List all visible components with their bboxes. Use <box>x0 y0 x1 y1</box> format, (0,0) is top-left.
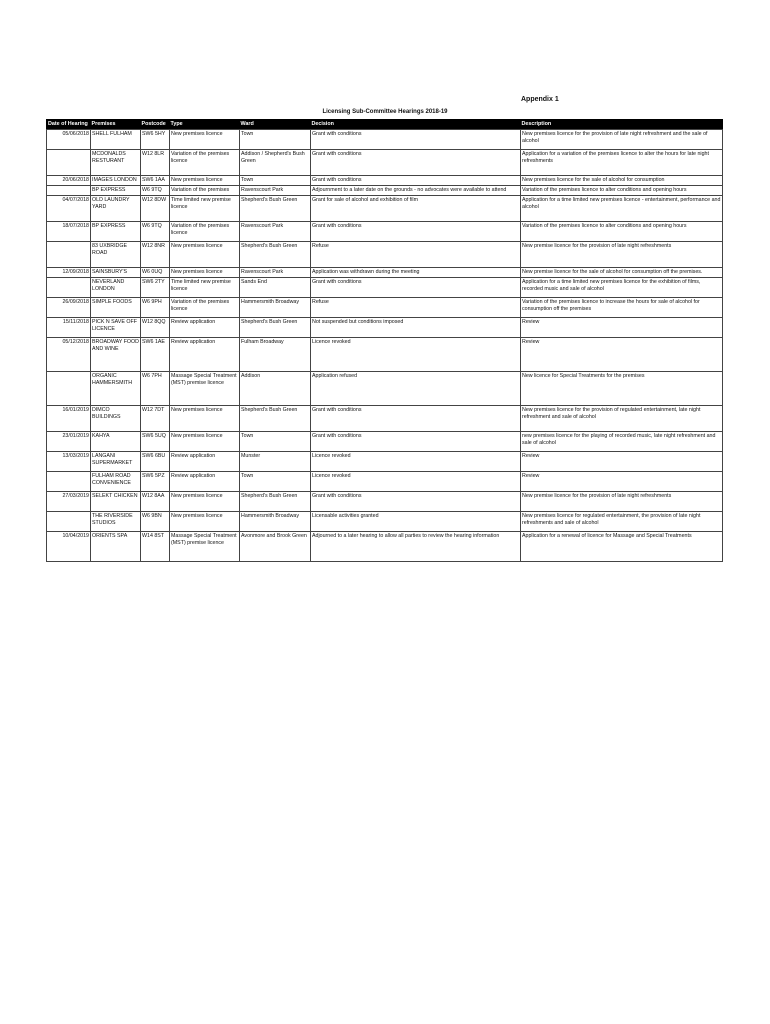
cell-postcode: W6 9PH <box>141 298 170 318</box>
cell-decision: Grant with conditions <box>311 130 521 150</box>
cell-premises: THE RIVERSIDE STUDIOS <box>91 512 141 532</box>
cell-ward: Shepherd's Bush Green <box>240 318 311 338</box>
cell-date <box>47 512 91 532</box>
cell-description: Review <box>521 472 723 492</box>
cell-description: New licence for Special Treatments for the premises <box>521 372 723 406</box>
cell-date <box>47 278 91 298</box>
cell-decision: Adjourned to a later hearing to allow all parties to review the hearing information <box>311 532 521 562</box>
cell-postcode: SW6 2TY <box>141 278 170 298</box>
cell-description: Variation of the premises licence to alter conditions and opening hours <box>521 186 723 196</box>
cell-date <box>47 186 91 196</box>
cell-decision: Refuse <box>311 242 521 268</box>
cell-ward: Sands End <box>240 278 311 298</box>
column-header-postcode: Postcode <box>141 120 170 130</box>
table-row <box>47 298 723 318</box>
cell-postcode: W6 9TQ <box>141 222 170 242</box>
table-row <box>47 318 723 338</box>
cell-postcode: W6 7PH <box>141 372 170 406</box>
cell-description: Variation of the premises licence to alter conditions and opening hours <box>521 222 723 242</box>
table-row <box>47 372 723 406</box>
cell-type: New premises licence <box>170 432 240 452</box>
table-row <box>47 242 723 268</box>
cell-decision: Licensable activities granted <box>311 512 521 532</box>
cell-postcode: W12 8NR <box>141 242 170 268</box>
cell-ward: Shepherd's Bush Green <box>240 242 311 268</box>
table-row <box>47 532 723 562</box>
cell-date: 23/01/2019 <box>47 432 91 452</box>
cell-decision: Licence revoked <box>311 452 521 472</box>
cell-type: Variation of the premises licence <box>170 222 240 242</box>
table-row <box>47 432 723 452</box>
cell-postcode: SW6 6BU <box>141 452 170 472</box>
cell-premises: ORIENTS SPA <box>91 532 141 562</box>
table-row <box>47 222 723 242</box>
column-header-description: Description <box>521 120 723 130</box>
cell-description: New premises licence for the sale of alcohol for consumption <box>521 176 723 186</box>
cell-date <box>47 242 91 268</box>
cell-premises: DIMCO BUILDINGS <box>91 406 141 432</box>
cell-date: 05/12/2018 <box>47 338 91 372</box>
table-row <box>47 186 723 196</box>
cell-type: Time limited new premise licence <box>170 196 240 222</box>
cell-premises: ORGANIC HAMMERSMITH <box>91 372 141 406</box>
cell-postcode: SW6 1AE <box>141 338 170 372</box>
cell-date: 12/09/2018 <box>47 268 91 278</box>
cell-decision: Application refused <box>311 372 521 406</box>
cell-premises: PICK N SAVE OFF LICENCE <box>91 318 141 338</box>
cell-decision: Grant with conditions <box>311 176 521 186</box>
cell-type: Time limited new premise licence <box>170 278 240 298</box>
cell-premises: SAINSBURY'S <box>91 268 141 278</box>
cell-postcode: W12 8QQ <box>141 318 170 338</box>
cell-premises: NEVERLAND LONDON <box>91 278 141 298</box>
cell-description: New premise licence for the provision of late night refreshments <box>521 242 723 268</box>
table-body <box>47 130 723 562</box>
cell-ward: Hammersmith Broadway <box>240 512 311 532</box>
cell-ward: Munster <box>240 452 311 472</box>
cell-ward: Town <box>240 432 311 452</box>
cell-description: Application for a time limited new premises licence for the exhibition of films, recorded music and sale of alcohol <box>521 278 723 298</box>
cell-ward: Town <box>240 130 311 150</box>
cell-postcode: W12 8AA <box>141 492 170 512</box>
cell-type: Variation of the premises licence <box>170 150 240 176</box>
table-row <box>47 492 723 512</box>
cell-premises: FULHAM ROAD CONVENIENCE <box>91 472 141 492</box>
cell-ward: Ravenscourt Park <box>240 268 311 278</box>
cell-type: Review application <box>170 338 240 372</box>
hearings-table <box>46 119 723 562</box>
cell-type: Massage Special Treatment (MST) premise licence <box>170 372 240 406</box>
cell-ward: Ravenscourt Park <box>240 222 311 242</box>
document-title: Licensing Sub-Committee Hearings 2018-19 <box>322 109 448 115</box>
appendix-label: Appendix 1 <box>521 96 559 103</box>
cell-type: Variation of the premises licence <box>170 298 240 318</box>
table-row <box>47 278 723 298</box>
cell-type: New premises licence <box>170 492 240 512</box>
cell-type: New premises licence <box>170 512 240 532</box>
cell-postcode: W12 8LR <box>141 150 170 176</box>
cell-date: 10/04/2019 <box>47 532 91 562</box>
cell-decision: Grant with conditions <box>311 278 521 298</box>
cell-premises: SIMPLE FOODS <box>91 298 141 318</box>
table-row <box>47 406 723 432</box>
cell-date: 20/06/2018 <box>47 176 91 186</box>
cell-decision: Grant with conditions <box>311 492 521 512</box>
cell-postcode: W14 8ST <box>141 532 170 562</box>
table-row <box>47 268 723 278</box>
table-row <box>47 472 723 492</box>
cell-premises: IMAGES LONDON <box>91 176 141 186</box>
cell-description: Variation of the premises licence to increase the hours for sale of alcohol for consumption off the premises <box>521 298 723 318</box>
cell-date: 04/07/2018 <box>47 196 91 222</box>
cell-postcode: W6 9BN <box>141 512 170 532</box>
cell-decision: Grant with conditions <box>311 432 521 452</box>
cell-postcode: SW6 5HY <box>141 130 170 150</box>
cell-premises: LANGANI SUPERMARKET <box>91 452 141 472</box>
cell-ward: Shepherd's Bush Green <box>240 196 311 222</box>
cell-decision: Not suspended but conditions imposed <box>311 318 521 338</box>
cell-decision: Application was withdrawn during the meeting <box>311 268 521 278</box>
cell-postcode: SW6 5PZ <box>141 472 170 492</box>
table-row <box>47 176 723 186</box>
cell-date: 15/11/2018 <box>47 318 91 338</box>
cell-ward: Ravenscourt Park <box>240 186 311 196</box>
cell-description: Application for a time limited new premises licence - entertainment, performance and alcohol <box>521 196 723 222</box>
cell-ward: Shepherd's Bush Green <box>240 492 311 512</box>
cell-description: new premises licence for the playing of recorded music, late night refreshment and sale of alcohol <box>521 432 723 452</box>
table-row <box>47 512 723 532</box>
cell-description: New premise licence for the sale of alcohol for consumption off the premises. <box>521 268 723 278</box>
cell-premises: BP EXPRESS <box>91 222 141 242</box>
cell-type: Review application <box>170 472 240 492</box>
cell-postcode: SW6 1AA <box>141 176 170 186</box>
cell-date: 13/03/2019 <box>47 452 91 472</box>
table-header-row <box>47 120 723 130</box>
table-row <box>47 452 723 472</box>
cell-decision: Grant with conditions <box>311 406 521 432</box>
cell-postcode: W6 0UQ <box>141 268 170 278</box>
cell-description: New premises licence for regulated entertainment, the provision of late night refreshments and sale of alcohol <box>521 512 723 532</box>
cell-description: New premises licence for the provision of regulated entertainment, late night refreshment and sale of alcohol <box>521 406 723 432</box>
cell-type: New premises licence <box>170 406 240 432</box>
table-row <box>47 196 723 222</box>
cell-date <box>47 472 91 492</box>
cell-type: New premises licence <box>170 176 240 186</box>
cell-ward: Shepherd's Bush Green <box>240 406 311 432</box>
cell-premises: MCDONALDS RESTURANT <box>91 150 141 176</box>
cell-description: Application for a variation of the premises licence to alter the hours for late night refreshments <box>521 150 723 176</box>
cell-date: 27/03/2019 <box>47 492 91 512</box>
cell-description: Review <box>521 452 723 472</box>
cell-decision: Grant with conditions <box>311 222 521 242</box>
table-row <box>47 150 723 176</box>
cell-ward: Town <box>240 472 311 492</box>
cell-premises: BP EXPRESS <box>91 186 141 196</box>
cell-description: Application for a renewal of licence for Massage and Special Treatments <box>521 532 723 562</box>
cell-ward: Town <box>240 176 311 186</box>
cell-type: New premises licence <box>170 242 240 268</box>
cell-ward: Avonmore and Brook Green <box>240 532 311 562</box>
cell-postcode: W12 7DT <box>141 406 170 432</box>
cell-premises: 83 UXBRIDGE ROAD <box>91 242 141 268</box>
cell-description: New premises licence for the provision of late night refreshment and the sale of alcohol <box>521 130 723 150</box>
cell-postcode: W12 8DW <box>141 196 170 222</box>
column-header-premises: Premises <box>91 120 141 130</box>
cell-date: 05/06/2018 <box>47 130 91 150</box>
cell-type: Massage Special Treatment (MST) premise licence <box>170 532 240 562</box>
cell-type: New premises licence <box>170 268 240 278</box>
cell-premises: SHELL FULHAM <box>91 130 141 150</box>
cell-premises: KAHYA <box>91 432 141 452</box>
cell-decision: Grant with conditions <box>311 150 521 176</box>
cell-type: Review application <box>170 318 240 338</box>
cell-date <box>47 372 91 406</box>
column-header-type: Type <box>170 120 240 130</box>
cell-premises: BROADWAY FOOD AND WINE <box>91 338 141 372</box>
cell-date <box>47 150 91 176</box>
column-header-decision: Decision <box>311 120 521 130</box>
cell-decision: Licence revoked <box>311 472 521 492</box>
cell-ward: Addison / Shepherd's Bush Green <box>240 150 311 176</box>
cell-date: 18/07/2018 <box>47 222 91 242</box>
cell-ward: Fulham Broadway <box>240 338 311 372</box>
cell-decision: Refuse <box>311 298 521 318</box>
cell-type: Review application <box>170 452 240 472</box>
column-header-ward: Ward <box>240 120 311 130</box>
cell-ward: Hammersmith Broadway <box>240 298 311 318</box>
cell-description: Review <box>521 318 723 338</box>
cell-premises: SELEKT CHICKEN <box>91 492 141 512</box>
cell-postcode: W6 9TQ <box>141 186 170 196</box>
table-row <box>47 338 723 372</box>
cell-ward: Addison <box>240 372 311 406</box>
cell-premises: OLD LAUNDRY YARD <box>91 196 141 222</box>
cell-type: Variation of the premises <box>170 186 240 196</box>
cell-decision: Grant for sale of alcohol and exhibition of film <box>311 196 521 222</box>
cell-date: 16/01/2019 <box>47 406 91 432</box>
table-row <box>47 130 723 150</box>
cell-type: New premises licence <box>170 130 240 150</box>
cell-postcode: SW6 5UQ <box>141 432 170 452</box>
cell-description: New premise licence for the provision of late night refreshments <box>521 492 723 512</box>
cell-decision: Licence revoked <box>311 338 521 372</box>
cell-date: 26/09/2018 <box>47 298 91 318</box>
column-header-date: Date of Hearing <box>47 120 91 130</box>
cell-description: Review <box>521 338 723 372</box>
cell-decision: Adjournment to a later date on the grounds - no advocates were available to attend <box>311 186 521 196</box>
